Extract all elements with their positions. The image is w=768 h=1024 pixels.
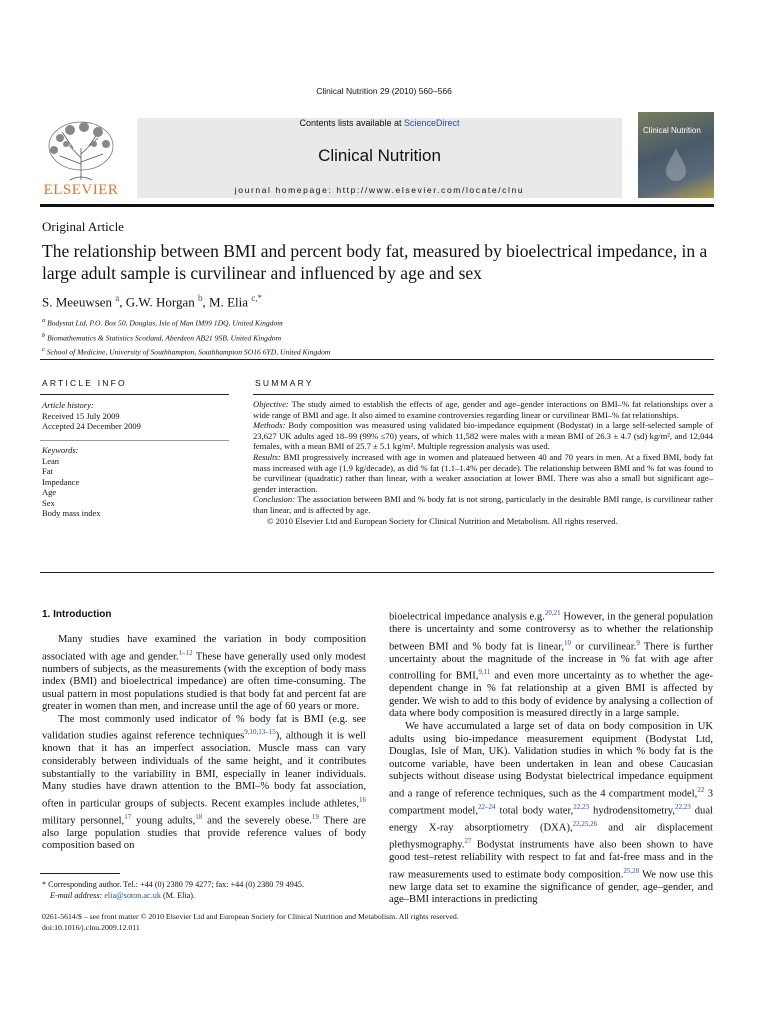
journal-homepage[interactable]: journal homepage: http://www.elsevier.com/locate/clnu <box>234 185 525 195</box>
article-history <box>42 400 141 432</box>
author-affil[interactable]: c,* <box>251 293 263 303</box>
affiliation-item: $^c$ School of Medicine, University of Southhampton, Southhampton SO16 6YD, United Kingdom <box>42 346 331 357</box>
paragraph: The most commonly used indicator of % body fat is BMI (e.g. see validation studies against reference techniques$^{9,10,13-15}$), although it is well known that it has an imperfect association. Muscle mass can vary considerably between individuals of the same height, and it contributes substantially to the variability in BMI, especially in leaner individuals. Many studies have drawn attention to the BMI–% body fat association, often in particular groups of subjects. Recent examples include athletes,$^{16}$ military personnel,$^{17}$ young adults,$^{18}$ and the severely obese.$^{19}$ There are also large population studies that provide reference values of body composition based on <box>42 713 366 852</box>
author-affil[interactable]: a <box>115 293 120 303</box>
reference-link[interactable]: 17 <box>124 812 132 821</box>
reference-link[interactable]: 9,10,13–15 <box>244 728 276 737</box>
author-affil[interactable]: b <box>198 293 203 303</box>
keyword: Fat <box>42 466 53 476</box>
article-info-rule <box>40 394 229 395</box>
email-link[interactable]: elia@soton.ac.uk <box>104 891 161 900</box>
keyword: Body mass index <box>42 508 101 518</box>
abstract-conclusion: Conclusion: The association between BMI and % body fat is not strong, particularly in the desirable BMI range, is curvilinear rather than linear, and is affected by age. <box>253 494 713 515</box>
journal-name: Clinical Nutrition <box>318 146 441 165</box>
history-label: Article history: <box>42 400 94 410</box>
affiliation-item: $^a$ Bodystat Ltd, P.O. Box 50, Douglas, Isle of Man IM99 1DQ, United Kingdom <box>42 317 283 328</box>
keyword: Impedance <box>42 476 80 487</box>
front-matter-line: 0261-5614/$ – see front matter © 2010 Elsevier Ltd and European Society for Clinical Nutrition and Metabolism. All rights reserved. <box>42 912 459 921</box>
journal-citation: Clinical Nutrition 29 (2010) 560–566 <box>316 86 452 96</box>
drop-icon <box>662 146 690 182</box>
reference-link[interactable]: 10 <box>564 638 572 647</box>
summary-heading: SUMMARY <box>255 378 314 388</box>
reference-link[interactable]: 1–12 <box>178 648 193 657</box>
sciencedirect-link[interactable]: ScienceDirect <box>404 118 460 128</box>
journal-header <box>137 118 622 198</box>
article-title: The relationship between BMI and percent body fat, measured by bioelectrical impedance, in a large adult sample is curvilinear and influenced by age and sex <box>42 241 708 283</box>
elsevier-logo <box>40 118 122 198</box>
author-list: S. Meeuwsen $^a$, G.W. Horgan $^b$, M. Elia $^{c,*}$ <box>42 293 263 310</box>
paragraph: We have accumulated a large set of data on body composition in UK adults using bio-impedance measurement equipment (Bodystat Ltd, Douglas, Isle of Man, UK). Validation studies in which % body fat is the outcome variable, have been undertaken in lean and obese Caucasian subjects without disease using Bodystat bielectrical impedance equipment and a range of reference techniques, such as the 4 compartment model,$^{22}$ 3 compartment model,$^{22-24}$ total body water,$^{22,23}$ hydrodensitometry,$^{22,23}$ dual energy X-ray absorptiometry (DXA),$^{22,25,26}$ and air displacement plethysmography.$^{27}$ Bodystat instruments have also been shown to have good test–retest reliability with respect to fat and fat-free mass and in the raw measurements used to estimate body composition.$^{25,28}$ We now use this new large data set to examine the significance of gender, age–gender, and age–BMI interactions in predicting <box>389 720 714 906</box>
footnote-rule <box>40 873 120 874</box>
reference-link[interactable]: 9 <box>636 638 640 647</box>
reference-link[interactable]: 22–24 <box>478 802 496 811</box>
page-footer <box>42 911 459 934</box>
affiliations <box>42 315 330 359</box>
keywords-rule <box>40 440 229 441</box>
reference-link[interactable]: 9,11 <box>478 668 491 677</box>
reference-link[interactable]: 27 <box>464 836 472 845</box>
contents-line <box>137 118 622 128</box>
summary-rule <box>253 394 714 395</box>
keyword: Sex <box>42 497 55 508</box>
abstract-methods: Methods: Body composition was measured using validated bio-impedance equipment (Bodystat) in a large self-selected sample of 23,627 UK adults aged 18–99 (99% ≤70) years, of which 11,582 were males with a mean BMI of 26.3 ± 4.7 (sd) kg/m², and 12,044 females, with a mean BMI of 25.7 ± 5.1 kg/m². Multiple regression analysis was used. <box>253 420 713 452</box>
received-date: Received 15 July 2009 <box>42 410 120 421</box>
abstract-text <box>253 399 713 569</box>
reference-link[interactable]: 20,21 <box>544 609 561 617</box>
reference-link[interactable]: 18 <box>195 812 203 821</box>
author-name: G.W. Horgan <box>125 294 195 310</box>
reference-link[interactable]: 22,23 <box>675 802 691 811</box>
doi[interactable]: doi:10.1016/j.clnu.2009.12.011 <box>42 923 140 933</box>
reference-link[interactable]: 22 <box>697 785 705 794</box>
keywords-block <box>42 445 101 519</box>
article-type: Original Article <box>42 219 124 234</box>
corresponding-author: * Corresponding author. Tel.: +44 (0) 2380 79 4277; fax: +44 (0) 2380 79 4945. <box>42 880 305 889</box>
keyword: Age <box>42 487 57 497</box>
publisher-logo-text: ELSEVIER <box>43 182 119 198</box>
header-rule <box>40 204 714 207</box>
cover-title: Clinical Nutrition <box>643 126 701 135</box>
author-name: M. Elia <box>209 294 249 310</box>
paragraph: bioelectrical impedance analysis e.g.$^{20,21}$ However, in the general population there is uncertainty and some controversy as to whether the relationship between BMI and % body fat is linear,$^{10}$ or curvilinear.$^9$ There is further uncertainty about the magnitude of the increase in % fat with age after controlling for BMI,$^{9,11}$ and even more uncertainty as to whether the age-dependent change in % fat relationship at a given BMI is affected by gender. We wish to add to this body of evidence by analysing a collection of data where body composition is measured directly in a large sample. <box>389 609 714 720</box>
left-column <box>42 634 366 853</box>
email-line: E-mail address: elia@soton.ac.uk (M. Elia). <box>50 891 196 900</box>
reference-link[interactable]: 16 <box>359 795 366 804</box>
journal-cover <box>638 112 714 198</box>
reference-link[interactable]: 22,25,26 <box>572 819 598 828</box>
section-heading: 1. Introduction <box>42 609 112 620</box>
keywords-label: Keywords: <box>42 445 79 455</box>
contents-prefix: Contents lists available at <box>299 118 405 128</box>
abstract-results: Results: BMI progressively increased with age in women and plateaued between 40 and 70 years in men. At a fixed BMI, body fat mass increased with age (1.9 kg/decade), as did % fat (1.1–1.4% per decade). The relationship between BMI and % fat was found to be curvilinear (quadratic) rather than linear, with a weaker association at lower BMI. There was also a small but significant age–gender interaction. <box>253 451 714 494</box>
reference-link[interactable]: 19 <box>311 812 319 821</box>
abstract-objective: Objective: The study aimed to establish the effects of age, gender and age–gender interactions on BMI–% fat relationships over a wide range of BMI and age. It also aimed to examine controversies regarding linear or curvilinear BMI–% fat relationships. <box>253 399 713 420</box>
keyword: Lean <box>42 455 59 466</box>
author-name: S. Meeuwsen <box>42 294 113 310</box>
footnote <box>42 879 304 901</box>
accepted-date: Accepted 24 December 2009 <box>42 421 141 431</box>
article-info-heading: ARTICLE INFO <box>42 378 127 388</box>
reference-link[interactable]: 22,23 <box>573 802 590 811</box>
affiliation-item: $^b$ Biomathematics & Statistics Scotland, Aberdeen AB21 9SB, United Kingdom <box>42 331 282 343</box>
section-divider <box>40 359 714 360</box>
right-column <box>389 607 713 907</box>
paragraph: Many studies have examined the variation in body composition associated with age and gender.$^{1-12}$ These have generally used only modest numbers of subjects, as the measurements (with the exception of body mass index (BMI) and bioelectrical impedance) are often time-consuming. The usual pattern in most populations studied is that body fat and percent fat are greater in women than men, and increase until the age of 60 years or more. <box>42 634 366 713</box>
reference-link[interactable]: 25,28 <box>623 866 640 875</box>
abstract-copyright: © 2010 Elsevier Ltd and European Society for Clinical Nutrition and Metabolism. All rights reserved. <box>267 515 618 526</box>
abstract-end-rule <box>40 572 714 573</box>
